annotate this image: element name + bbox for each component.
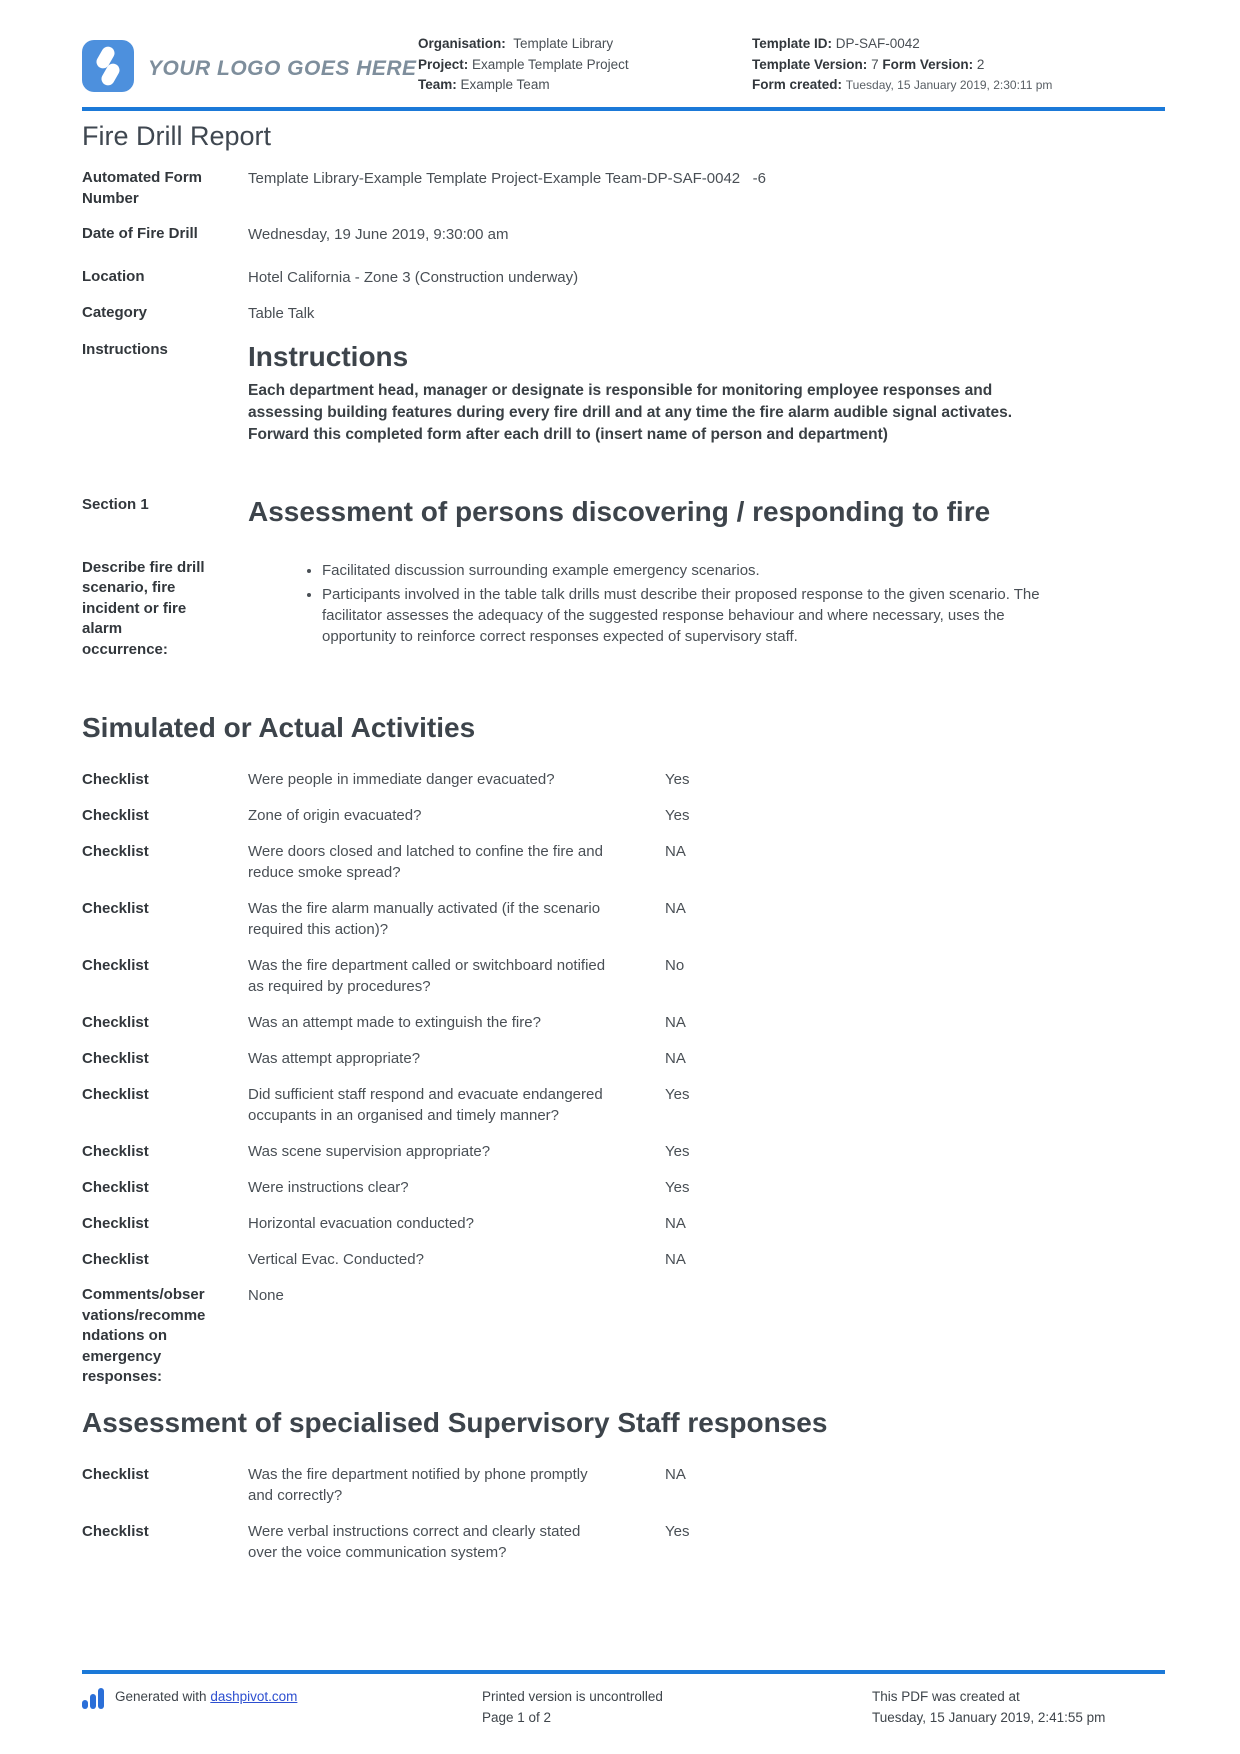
instructions-heading: Instructions	[248, 340, 409, 372]
checklist-question: Were people in immediate danger evacuated?	[248, 771, 555, 788]
page-number: Page 1 of 2	[482, 1710, 552, 1725]
checklist-question: Was the fire department called or switchboard notified as required by procedures?	[248, 957, 606, 995]
printed-version-text: Printed version is uncontrolled	[482, 1689, 663, 1704]
checklist-label: Checklist	[82, 1143, 149, 1160]
checklist-label: Checklist	[82, 1251, 149, 1268]
field-label: Date of Fire Drill	[82, 225, 198, 242]
checklist-question: Was the fire alarm manually activated (if the scenario required this action)?	[248, 900, 601, 938]
template-version-value: 7	[871, 56, 879, 72]
field-label: Describe fire drill scenario, fire incident or fire alarm occurrence:	[82, 558, 205, 658]
checklist-question: Zone of origin evacuated?	[248, 807, 422, 824]
checklist-row	[82, 1249, 1165, 1270]
checklist-row	[82, 1213, 1165, 1234]
checklist-question: Horizontal evacuation conducted?	[248, 1215, 474, 1232]
field-comments	[82, 1285, 1165, 1388]
team-value: Example Team	[460, 77, 550, 92]
checklist-question: Was an attempt made to extinguish the fire?	[248, 1014, 541, 1031]
template-id-value: DP-SAF-0042	[835, 36, 920, 51]
checklist-question: Were doors closed and latched to confine the fire and reduce smoke spread?	[248, 843, 603, 881]
checklist-label: Checklist	[82, 807, 149, 824]
checklist-answer: No	[665, 957, 685, 974]
checklist-answer: NA	[665, 843, 686, 860]
dashpivot-bars-icon	[82, 1687, 106, 1715]
project-value: Example Template Project	[472, 56, 629, 72]
field-value: Table Talk	[248, 305, 315, 322]
checklist-question: Was attempt appropriate?	[248, 1050, 421, 1067]
pdf-created-timestamp: Tuesday, 15 January 2019, 2:41:55 pm	[872, 1710, 1106, 1725]
form-created-value: Tuesday, 15 January 2019, 2:30:11 pm	[845, 78, 1053, 92]
footer	[82, 1670, 1165, 1728]
project-label: Project:	[418, 56, 469, 72]
checklist-row	[82, 1048, 1165, 1069]
field-label: Instructions	[82, 340, 168, 358]
simulated-activities-heading: Simulated or Actual Activities	[82, 712, 476, 743]
project-line	[418, 55, 752, 76]
field-date-of-fire-drill	[82, 224, 1165, 246]
section1-label: Section 1	[82, 495, 149, 513]
checklist-question: Were instructions clear?	[248, 1179, 409, 1196]
logo-icon	[82, 40, 134, 97]
organisation-label: Organisation:	[418, 36, 506, 51]
field-label: Category	[82, 304, 148, 321]
checklist-answer: NA	[665, 1465, 686, 1483]
organisation-value: Template Library	[513, 36, 614, 51]
field-describe-scenario	[82, 558, 1165, 661]
dashpivot-link[interactable]: dashpivot.com	[210, 1689, 298, 1704]
field-value: Hotel California - Zone 3 (Construction underway)	[248, 268, 579, 286]
field-value: None	[248, 1287, 284, 1304]
checklist-label: Checklist	[82, 1522, 149, 1540]
field-label: Comments/observations/recommendations on emergency responses:	[82, 1286, 206, 1385]
checklist-question: Did sufficient staff respond and evacuate endangered occupants in an organised and timely manner?	[248, 1086, 603, 1124]
template-id-line	[752, 34, 1152, 55]
checklist-answer: NA	[665, 1251, 686, 1268]
checklist-label: Checklist	[82, 843, 149, 860]
checklist-answer: Yes	[665, 1179, 690, 1196]
field-automated-form-number	[82, 168, 1165, 209]
checklist-question: Vertical Evac. Conducted?	[248, 1251, 424, 1268]
checklist-answer: Yes	[665, 1086, 690, 1103]
checklist-label: Checklist	[82, 1050, 149, 1067]
checklist-row	[82, 1521, 1165, 1563]
field-instructions	[82, 340, 1165, 446]
team-line	[418, 75, 752, 96]
checklist-row	[82, 1177, 1165, 1198]
team-label: Team:	[418, 77, 457, 92]
field-label: Location	[82, 267, 145, 285]
checklist-answer: Yes	[665, 807, 690, 824]
header-org-block	[418, 30, 752, 96]
checklist-row	[82, 841, 1165, 883]
bullet-item: • Participants involved in the table talk drills must describe their proposed response to the given scenario. The facilitator assesses the adequacy of the suggested response behaviour and where necessary, uses the opportunity to reinforce correct responses expected of supervisory staff.	[322, 584, 1077, 647]
section1-heading-row	[82, 495, 1165, 529]
template-version-label: Template Version:	[752, 56, 868, 72]
form-created-label: Form created:	[752, 77, 843, 92]
logo-placeholder-text: YOUR LOGO GOES HERE	[148, 56, 417, 80]
checklist-row	[82, 955, 1165, 997]
page-title: Fire Drill Report	[82, 121, 272, 151]
bullet-item: • Facilitated discussion surrounding example emergency scenarios.	[322, 560, 1077, 581]
checklist-row	[82, 1012, 1165, 1033]
checklist-label: Checklist	[82, 1014, 149, 1031]
checklist-answer: NA	[665, 1215, 686, 1232]
checklist-label: Checklist	[82, 900, 149, 917]
instructions-body: Each department head, manager or designate is responsible for monitoring employee responses and assessing building features during every fire drill and at any time the fire alarm audible signal activates. Forward this completed form after each drill to (insert name of person and department)	[248, 381, 1013, 443]
checklist-label: Checklist	[82, 1179, 149, 1196]
pdf-created-text: This PDF was created at	[872, 1689, 1020, 1704]
checklist-answer: NA	[665, 1014, 686, 1031]
header-divider	[82, 107, 1165, 111]
pdf-created-block	[872, 1686, 1165, 1728]
section1-heading: Assessment of persons discovering / responding to fire	[248, 495, 991, 527]
checklist-question: Was scene supervision appropriate?	[248, 1143, 491, 1160]
field-location	[82, 267, 1165, 289]
checklist-row	[82, 1464, 1165, 1506]
checklist-answer: Yes	[665, 1143, 690, 1160]
generated-with-text: Generated with	[115, 1689, 207, 1704]
checklist-label: Checklist	[82, 1086, 149, 1103]
checklist-label: Checklist	[82, 771, 149, 788]
checklist-label: Checklist	[82, 1465, 149, 1483]
checklist-answer: NA	[665, 900, 686, 917]
checklist-question: Was the fire department notified by phone promptly and correctly?	[248, 1465, 588, 1504]
organisation-line	[418, 34, 752, 55]
page-header	[82, 30, 1165, 97]
checklist-row	[82, 769, 1165, 790]
logo	[82, 30, 418, 97]
checklist-row	[82, 1141, 1165, 1162]
form-version-label: Form Version:	[882, 56, 974, 72]
checklist-question: Were verbal instructions correct and clearly stated over the voice communication system?	[248, 1522, 581, 1561]
form-created-line	[752, 75, 1152, 96]
scenario-bullet-list	[248, 560, 1165, 661]
header-template-block	[752, 30, 1152, 96]
supervisory-heading: Assessment of specialised Supervisory Staff responses	[82, 1406, 828, 1438]
checklist-label: Checklist	[82, 1215, 149, 1232]
generated-with	[82, 1686, 482, 1728]
template-id-label: Template ID:	[752, 36, 833, 51]
version-line	[752, 55, 1152, 76]
form-version-value: 2	[976, 56, 985, 72]
checklist-answer: Yes	[665, 771, 690, 788]
field-value: Template Library-Example Template Project-Example Team-DP-SAF-0042 -6	[248, 170, 766, 187]
checklist-label: Checklist	[82, 957, 149, 974]
checklist-answer: NA	[665, 1050, 686, 1067]
field-label: Automated Form Number	[82, 169, 202, 207]
field-value: Wednesday, 19 June 2019, 9:30:00 am	[248, 226, 509, 243]
field-category	[82, 303, 1165, 325]
checklist-row	[82, 805, 1165, 826]
printed-version-block	[482, 1686, 872, 1728]
checklist-row	[82, 1084, 1165, 1126]
checklist-answer: Yes	[665, 1522, 690, 1540]
checklist-row	[82, 898, 1165, 940]
